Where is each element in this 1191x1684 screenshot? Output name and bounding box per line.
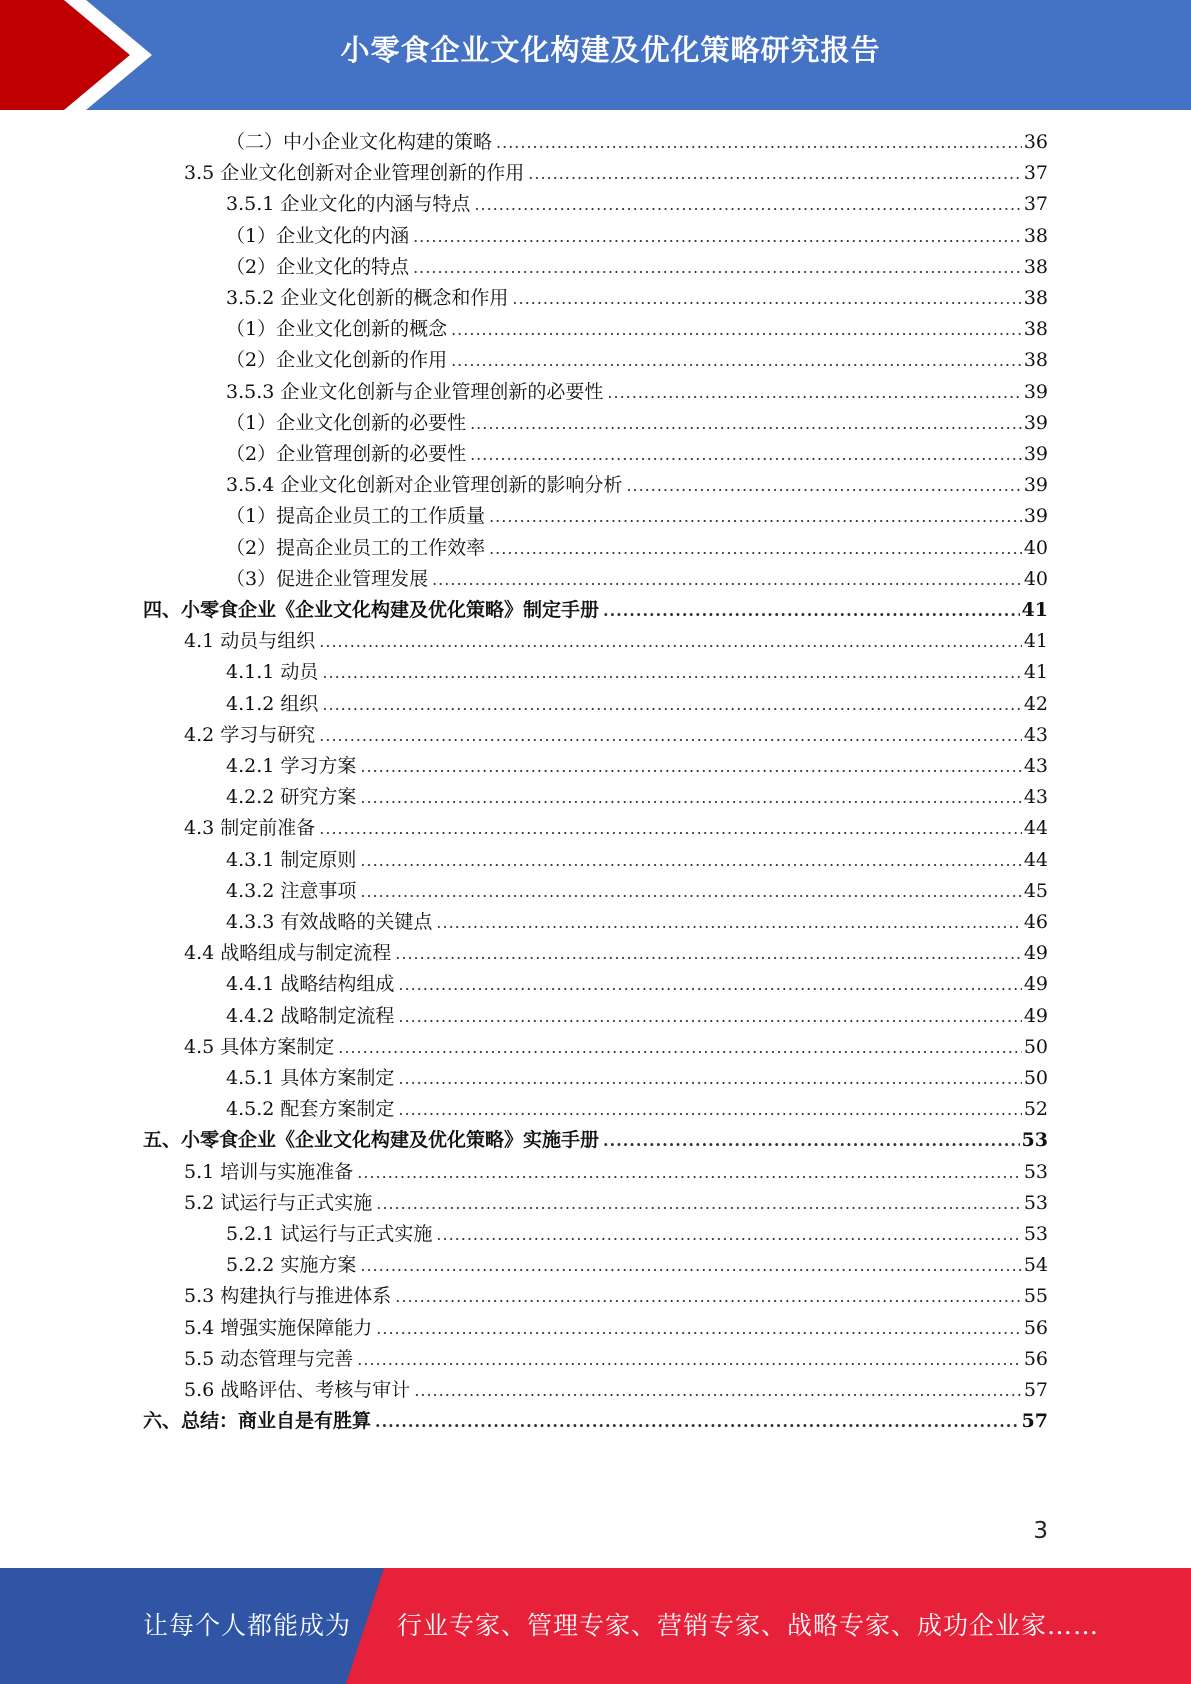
- toc-entry-page: 54: [1023, 1254, 1048, 1277]
- toc-entry-page: 38: [1023, 287, 1048, 309]
- toc-dot-leader: [496, 127, 1022, 158]
- toc-dot-leader: [375, 1406, 1020, 1437]
- toc-entry-label: 5.3 构建执行与推进体系: [184, 1285, 392, 1308]
- toc-entry-label: 5.5 动态管理与完善: [184, 1347, 354, 1370]
- toc-entry[interactable]: [184, 938, 1048, 969]
- toc-entry-page: 39: [1023, 411, 1048, 434]
- toc-dot-leader: [603, 1125, 1020, 1156]
- toc-dot-leader: [413, 252, 1022, 283]
- toc-entry[interactable]: [226, 1063, 1048, 1094]
- toc-dot-leader: [474, 189, 1021, 220]
- footer-slogan-left: 让每个人都能成为: [143, 1611, 352, 1640]
- toc-entry-page: 37: [1023, 193, 1048, 216]
- toc-entry-page: 41: [1021, 599, 1048, 621]
- page-header: [0, 0, 1191, 110]
- toc-entry-page: 43: [1023, 786, 1048, 809]
- toc-entry[interactable]: [226, 907, 1048, 938]
- toc-entry-label: 5.2.2 实施方案: [226, 1254, 357, 1277]
- toc-entry[interactable]: [226, 689, 1048, 720]
- toc-entry-label: 4.3.3 有效战略的关键点: [226, 911, 433, 933]
- toc-entry-page: 41: [1023, 661, 1048, 684]
- toc-entry[interactable]: [226, 564, 1048, 595]
- toc-dot-leader: [413, 221, 1022, 252]
- toc-dot-leader: [436, 1219, 1021, 1250]
- toc-entry-page: 40: [1023, 536, 1048, 559]
- toc-entry-label: 5.4 增强实施保障能力: [184, 1316, 373, 1339]
- toc-dot-leader: [414, 1375, 1022, 1406]
- toc-entry-label: 4.5.1 具体方案制定: [226, 1067, 395, 1089]
- toc-dot-leader: [432, 564, 1022, 595]
- toc-dot-leader: [603, 595, 1020, 626]
- toc-dot-leader: [512, 283, 1021, 314]
- toc-entry-label: 4.3.2 注意事项: [226, 879, 357, 902]
- toc-entry[interactable]: [226, 127, 1048, 158]
- toc-entry-page: 39: [1023, 505, 1048, 528]
- toc-entry[interactable]: [226, 314, 1048, 345]
- toc-entry-label: 4.3.1 制定原则: [226, 848, 357, 871]
- toc-entry[interactable]: [226, 439, 1048, 470]
- page-number: 3: [1033, 1518, 1048, 1544]
- toc-entry-page: 43: [1023, 723, 1048, 746]
- toc-entry-page: 36: [1023, 131, 1048, 153]
- toc-entry-page: 43: [1023, 755, 1048, 777]
- toc-entry-page: 37: [1023, 162, 1048, 185]
- toc-entry[interactable]: [184, 626, 1048, 657]
- toc-entry-page: 53: [1021, 1129, 1048, 1152]
- toc-entry[interactable]: [184, 1313, 1048, 1344]
- toc-entry-page: 40: [1023, 567, 1048, 590]
- toc-entry[interactable]: [143, 595, 1048, 626]
- toc-entry-page: 56: [1023, 1316, 1048, 1339]
- toc-entry-label: 4.4 战略组成与制定流程: [184, 942, 392, 965]
- toc-entry[interactable]: [226, 1250, 1048, 1281]
- toc-entry-label: 4.2.1 学习方案: [226, 755, 357, 777]
- toc-entry[interactable]: [184, 158, 1048, 189]
- toc-dot-leader: [322, 689, 1021, 720]
- toc-entry[interactable]: [143, 1406, 1048, 1437]
- toc-entry[interactable]: [226, 470, 1048, 501]
- toc-dot-leader: [360, 845, 1021, 876]
- toc-entry-page: 39: [1023, 380, 1048, 403]
- toc-entry[interactable]: [226, 283, 1048, 314]
- toc-entry-page: 41: [1023, 630, 1048, 653]
- toc-entry[interactable]: [184, 1281, 1048, 1312]
- toc-dot-leader: [436, 907, 1021, 938]
- toc-entry-page: 52: [1023, 1098, 1048, 1121]
- toc-entry[interactable]: [226, 1001, 1048, 1032]
- toc-entry-page: 44: [1023, 817, 1048, 840]
- toc-entry-page: 53: [1023, 1191, 1048, 1214]
- toc-dot-leader: [376, 1188, 1022, 1219]
- toc-entry-page: 39: [1023, 443, 1048, 465]
- toc-entry-label: 4.2 学习与研究: [184, 723, 316, 746]
- toc-entry-label: （1）企业文化的内涵: [226, 224, 410, 247]
- toc-entry[interactable]: [226, 782, 1048, 813]
- toc-entry[interactable]: [226, 533, 1048, 564]
- toc-dot-leader: [319, 626, 1022, 657]
- toc-dot-leader: [398, 1094, 1021, 1125]
- toc-dot-leader: [398, 1001, 1021, 1032]
- toc-dot-leader: [489, 501, 1022, 532]
- toc-entry-page: 55: [1023, 1285, 1048, 1308]
- toc-entry-page: 38: [1023, 255, 1048, 278]
- toc-entry-label: 4.4.1 战略结构组成: [226, 973, 395, 996]
- toc-entry-label: 3.5 企业文化创新对企业管理创新的作用: [184, 162, 525, 185]
- toc-dot-leader: [319, 720, 1022, 751]
- toc-entry-label: （1）企业文化创新的必要性: [226, 411, 467, 434]
- toc-entry[interactable]: [184, 1157, 1048, 1188]
- toc-entry-label: 3.5.4 企业文化创新对企业管理创新的影响分析: [226, 474, 623, 497]
- toc-entry-page: 53: [1023, 1223, 1048, 1245]
- toc-dot-leader: [322, 657, 1021, 688]
- toc-dot-leader: [398, 1063, 1021, 1094]
- toc-entry-label: 3.5.2 企业文化创新的概念和作用: [226, 287, 509, 309]
- toc-entry[interactable]: [184, 720, 1048, 751]
- toc-dot-leader: [376, 1313, 1022, 1344]
- toc-dot-leader: [398, 969, 1021, 1000]
- toc-dot-leader: [357, 1344, 1022, 1375]
- page-footer: [0, 1568, 1191, 1684]
- footer-slogan-right: 行业专家、管理专家、营销专家、战略专家、成功企业家……: [397, 1611, 1100, 1640]
- toc-entry-page: 49: [1023, 1004, 1048, 1027]
- toc-entry-label: （1）企业文化创新的概念: [226, 318, 448, 341]
- toc-entry-page: 46: [1023, 911, 1048, 933]
- toc-entry-page: 38: [1023, 318, 1048, 341]
- toc-entry-label: 四、小零食企业《企业文化构建及优化策略》制定手册: [143, 599, 600, 621]
- toc-entry-label: （2）企业文化的特点: [226, 255, 410, 278]
- toc-entry[interactable]: [184, 1344, 1048, 1375]
- toc-entry-label: （3）促进企业管理发展: [226, 567, 429, 590]
- toc-dot-leader: [395, 1281, 1022, 1312]
- toc-dot-leader: [607, 377, 1021, 408]
- toc-dot-leader: [470, 439, 1022, 470]
- toc-entry-page: 38: [1023, 349, 1048, 372]
- toc-entry-label: 5.6 战略评估、考核与审计: [184, 1379, 411, 1401]
- toc-entry[interactable]: [184, 1032, 1048, 1063]
- toc-entry[interactable]: [226, 345, 1048, 376]
- toc-entry[interactable]: [226, 751, 1048, 782]
- toc-entry-page: 56: [1023, 1347, 1048, 1370]
- document-title: 小零食企业文化构建及优化策略研究报告: [340, 33, 881, 67]
- toc-entry-page: 53: [1023, 1160, 1048, 1183]
- toc-entry[interactable]: [143, 1125, 1048, 1156]
- toc-dot-leader: [451, 345, 1022, 376]
- toc-dot-leader: [626, 470, 1021, 501]
- toc-entry-label: 4.1 动员与组织: [184, 630, 316, 653]
- toc-entry-page: 57: [1021, 1410, 1048, 1433]
- toc-entry-label: 3.5.1 企业文化的内涵与特点: [226, 193, 471, 216]
- toc-entry-page: 44: [1023, 848, 1048, 871]
- toc-entry-page: 49: [1023, 942, 1048, 965]
- toc-entry-page: 38: [1023, 224, 1048, 247]
- toc-dot-leader: [528, 158, 1022, 189]
- toc-dot-leader: [319, 813, 1022, 844]
- toc-entry-label: 4.5 具体方案制定: [184, 1035, 335, 1058]
- toc-entry[interactable]: [226, 221, 1048, 252]
- toc-entry-label: （二）中小企业文化构建的策略: [226, 131, 493, 153]
- toc-entry[interactable]: [226, 1094, 1048, 1125]
- toc-dot-leader: [360, 1250, 1021, 1281]
- toc-entry-page: 45: [1023, 879, 1048, 902]
- toc-dot-leader: [360, 751, 1021, 782]
- toc-entry[interactable]: [226, 876, 1048, 907]
- toc-entry-label: 五、小零食企业《企业文化构建及优化策略》实施手册: [143, 1129, 600, 1152]
- toc-entry-page: 49: [1023, 973, 1048, 996]
- toc-entry-page: 42: [1023, 692, 1048, 715]
- toc-entry-label: 4.1.2 组织: [226, 692, 319, 715]
- toc-entry-label: 4.3 制定前准备: [184, 817, 316, 840]
- toc-entry-label: （2）企业文化创新的作用: [226, 349, 448, 372]
- toc-entry[interactable]: [184, 1188, 1048, 1219]
- toc-dot-leader: [395, 938, 1022, 969]
- toc-entry[interactable]: [226, 377, 1048, 408]
- toc-entry[interactable]: [226, 1219, 1048, 1250]
- toc-entry-label: 六、总结：商业自是有胜算: [143, 1410, 372, 1433]
- toc-entry-label: （2）提高企业员工的工作效率: [226, 536, 486, 559]
- toc-entry[interactable]: [226, 189, 1048, 220]
- toc-entry-page: 39: [1023, 474, 1048, 497]
- toc-entry-label: 5.1 培训与实施准备: [184, 1160, 354, 1183]
- toc-entry[interactable]: [184, 1375, 1048, 1406]
- toc-entry-label: 5.2.1 试运行与正式实施: [226, 1223, 433, 1245]
- toc-entry[interactable]: [226, 845, 1048, 876]
- toc-entry-label: 4.4.2 战略制定流程: [226, 1004, 395, 1027]
- toc-dot-leader: [360, 782, 1021, 813]
- toc-dot-leader: [470, 408, 1022, 439]
- toc-entry-page: 50: [1023, 1067, 1048, 1089]
- toc-dot-leader: [357, 1157, 1022, 1188]
- toc-entry[interactable]: [226, 969, 1048, 1000]
- toc-dot-leader: [451, 314, 1022, 345]
- toc-dot-leader: [338, 1032, 1022, 1063]
- toc-entry-label: （1）提高企业员工的工作质量: [226, 505, 486, 528]
- toc-entry-label: 4.5.2 配套方案制定: [226, 1098, 395, 1121]
- toc-entry-label: 3.5.3 企业文化创新与企业管理创新的必要性: [226, 380, 604, 403]
- toc-entry-label: 4.1.1 动员: [226, 661, 319, 684]
- toc-dot-leader: [489, 533, 1022, 564]
- toc-entry[interactable]: [226, 657, 1048, 688]
- toc-entry-label: 4.2.2 研究方案: [226, 786, 357, 809]
- toc-entry[interactable]: [226, 252, 1048, 283]
- toc-entry[interactable]: [226, 408, 1048, 439]
- toc-entry[interactable]: [184, 813, 1048, 844]
- toc-entry-page: 50: [1023, 1035, 1048, 1058]
- toc-entry-label: 5.2 试运行与正式实施: [184, 1191, 373, 1214]
- toc-dot-leader: [360, 876, 1021, 907]
- toc-entry-page: 57: [1023, 1379, 1048, 1401]
- toc-entry-label: （2）企业管理创新的必要性: [226, 443, 467, 465]
- toc-entry[interactable]: [226, 501, 1048, 532]
